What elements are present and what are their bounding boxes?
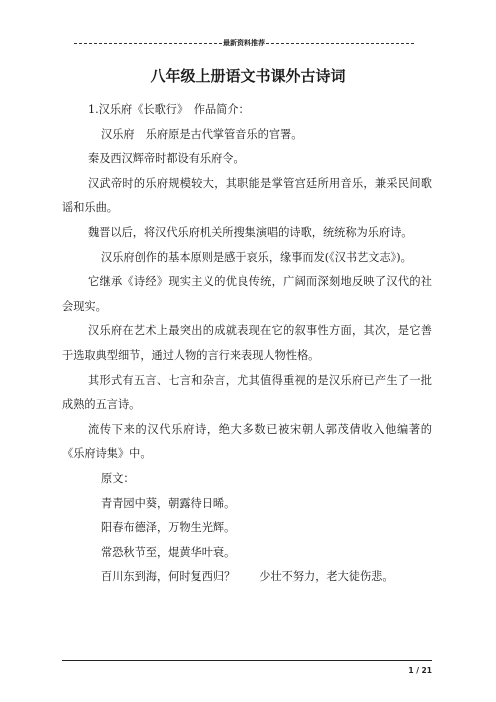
header-label: 最新资料推荐 — [223, 39, 265, 47]
footer-rule — [62, 660, 432, 661]
paragraph-wudi: 汉武帝时的乐府规模较大，其职能是掌管宫廷所用音乐，兼采民间歌谣和乐曲。 — [62, 176, 432, 215]
paragraph-yuefu-origin: 汉乐府 乐府原是古代掌管音乐的官署。 — [101, 127, 303, 141]
paragraph-collection: 流传下来的汉代乐府诗，绝大多数已被宋朝人郭茂倩收入他编著的《乐府诗集》中。 — [62, 422, 432, 461]
poem-line-3: 常恐秋节至，焜黄华叶衰。 — [101, 545, 236, 559]
document-body — [62, 98, 432, 590]
paragraph-weijin: 魏晋以后，将汉代乐府机关所搜集演唱的诗歌，统统称为乐府诗。 — [88, 225, 413, 239]
poem-line-4b: 少壮不努力，老大徒伤悲。 — [259, 570, 394, 584]
poem-line-4 — [62, 565, 432, 590]
header-banner — [74, 37, 414, 49]
header-dash-left — [74, 43, 222, 44]
poem-line-2: 阳春布德泽，万物生光辉。 — [101, 521, 236, 535]
paragraph-qin-han: 秦及西汉辉帝时都设有乐府令。 — [88, 152, 245, 166]
poem-line-4a: 百川东到海，何时复西归？ — [101, 570, 236, 584]
paragraph-art: 汉乐府在艺术上最突出的成就表现在它的叙事性方面，其次，是它善于选取典型细节，通过人物的言行来表现人物性格。 — [62, 324, 432, 362]
paragraph-form: 其形式有五言、七言和杂言，尤其值得重视的是汉乐府已产生了一批成熟的五言诗。 — [62, 373, 432, 412]
paragraph-original-label: 原文： — [101, 471, 135, 485]
page-number: 1 / 21 — [408, 666, 432, 675]
header-dash-right — [266, 43, 414, 44]
poem-line-1: 青青园中葵，朝露待日晞。 — [101, 496, 236, 510]
paragraph-intro-heading: 1.汉乐府《长歌行》 作品简介： — [88, 103, 250, 116]
paragraph-principle: 汉乐府创作的基本原则是感于哀乐，缘事而发(《汉书艺文志》)。 — [101, 250, 412, 264]
document-title: 八年级上册语文书课外古诗词 — [150, 67, 346, 85]
paragraph-tradition: 它继承《诗经》现实主义的优良传统，广阔而深刻地反映了汉代的社会现实。 — [62, 275, 432, 313]
